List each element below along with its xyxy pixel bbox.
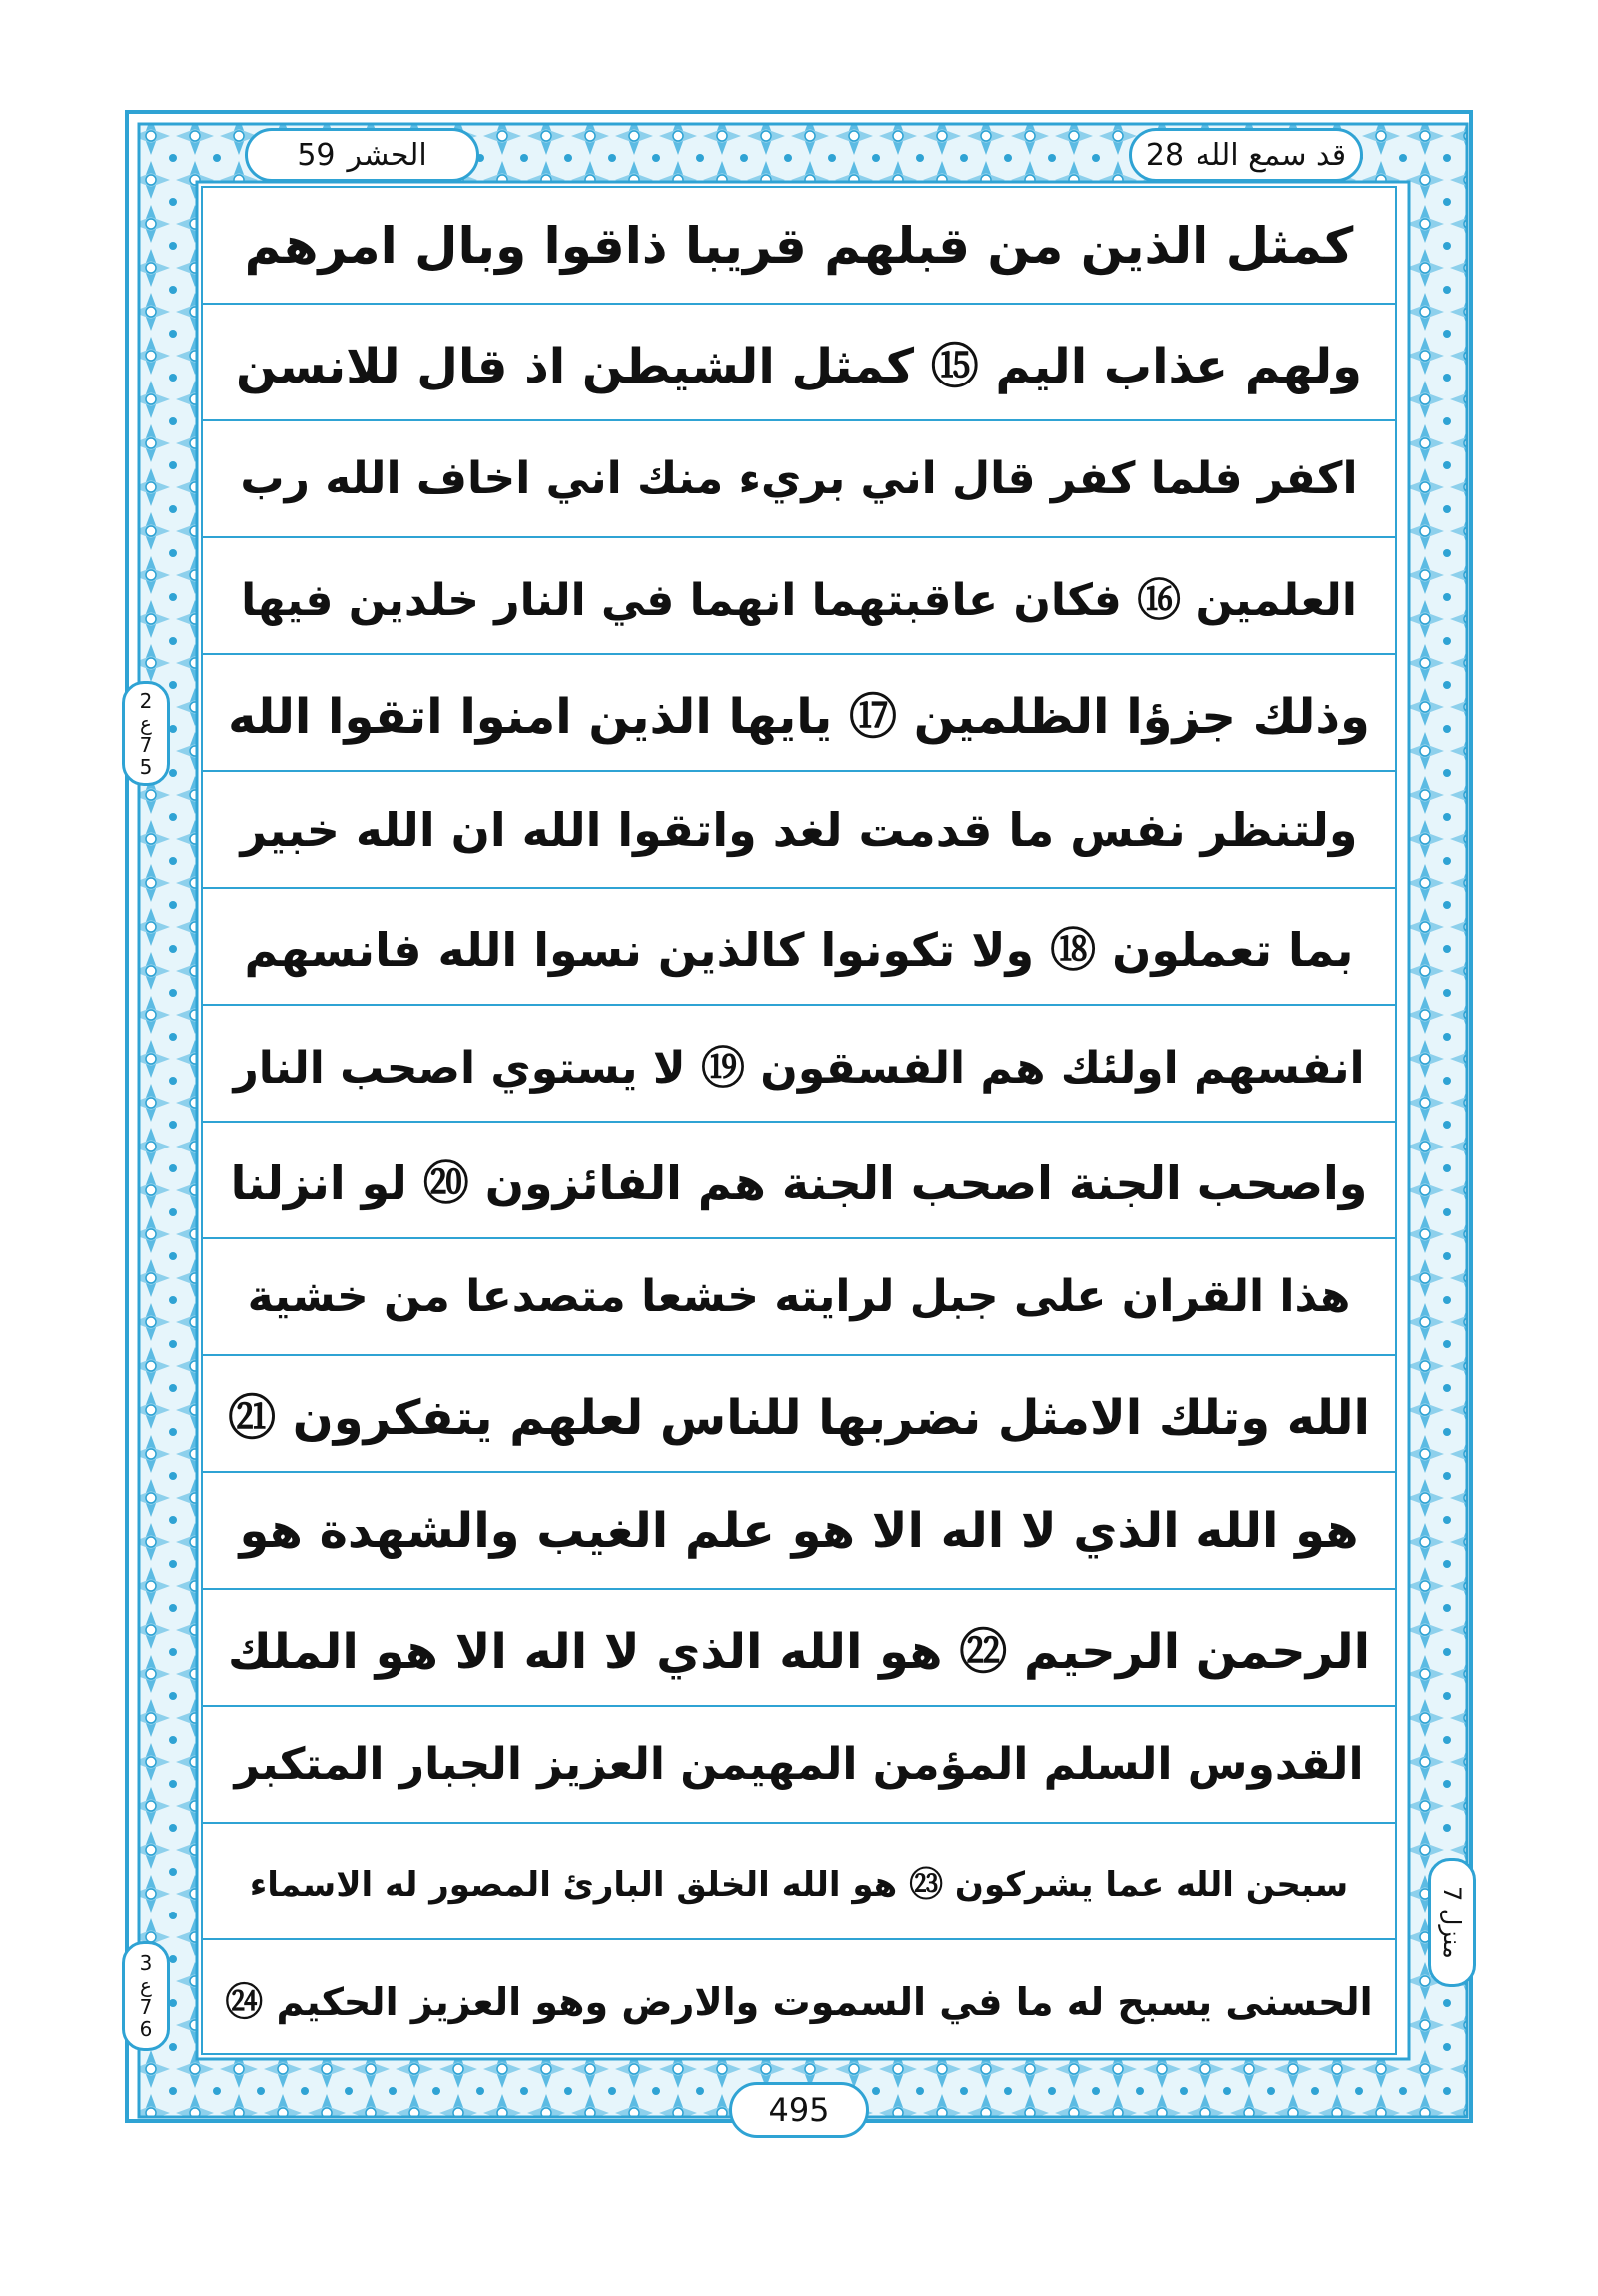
verse-line: الحسنى يسبح له ما في السموت والارض وهو العزيز الحكيم ㉔ <box>225 1980 1373 2024</box>
verse-line: واصحب الجنة اصحب الجنة هم الفائزون ⑳ لو انزلنا <box>203 1123 1395 1239</box>
verse-line: القدوس السلم المؤمن المهيمن العزيز الجبار المتكبر <box>203 1707 1395 1824</box>
verse-line: سبحن الله عما يشركون ㉓ هو الله الخلق البارئ المصور له الاسماء <box>203 1824 1395 1940</box>
text-panel <box>201 186 1397 2055</box>
verse-line: انفسهم اولئك هم الفسقون ⑲ لا يستوي اصحب النار <box>203 1006 1395 1123</box>
verse-line: بما تعملون ⑱ ولا تكونوا كالذين نسوا الله فانسهم <box>203 889 1395 1006</box>
page-frame <box>125 110 1473 2123</box>
verse-line: الله وتلك الامثل نضربها للناس لعلهم يتفكرون ㉑ <box>203 1356 1395 1473</box>
juz-name: قد سمع الله <box>1196 137 1347 173</box>
verse-line: وذلك جزؤا الظلمين ⑰ يايها الذين امنوا اتقوا الله <box>203 655 1395 772</box>
surah-number: 59 <box>297 137 336 173</box>
juz-header <box>1129 128 1363 182</box>
surah-name: الحشر <box>347 137 427 173</box>
verse-line: هو الله الذي لا اله الا هو علم الغيب والشهدة هو <box>203 1473 1395 1590</box>
verse-line: العلمين ⑯ فكان عاقبتهما انهما في النار خلدين فيها <box>203 538 1395 655</box>
verse-line: هذا القران على جبل لرايته خشعا متصدعا من خشية <box>203 1239 1395 1356</box>
page-number: 495 <box>729 2082 869 2138</box>
verse-line: ولهم عذاب اليم ⑮ كمثل الشيطن اذ قال للانسن <box>203 305 1395 421</box>
manzil-marker: منزل 7 <box>1428 1858 1476 1987</box>
ruku-marker: 2 ع 7 5 <box>122 681 170 786</box>
surah-header <box>245 128 479 182</box>
verse-line: ولتنظر نفس ما قدمت لغد واتقوا الله ان الله خبير <box>203 772 1395 889</box>
verse-line: اكفر فلما كفر قال اني بريء منك اني اخاف الله رب <box>203 421 1395 538</box>
ruku-marker: 3 ع 7 6 <box>122 1941 170 2051</box>
juz-number: 28 <box>1145 137 1185 173</box>
verse-line: كمثل الذين من قبلهم قريبا ذاقوا وبال امرهم <box>203 188 1395 305</box>
verse-line: الرحمن الرحيم ㉒ هو الله الذي لا اله الا هو الملك <box>203 1590 1395 1707</box>
